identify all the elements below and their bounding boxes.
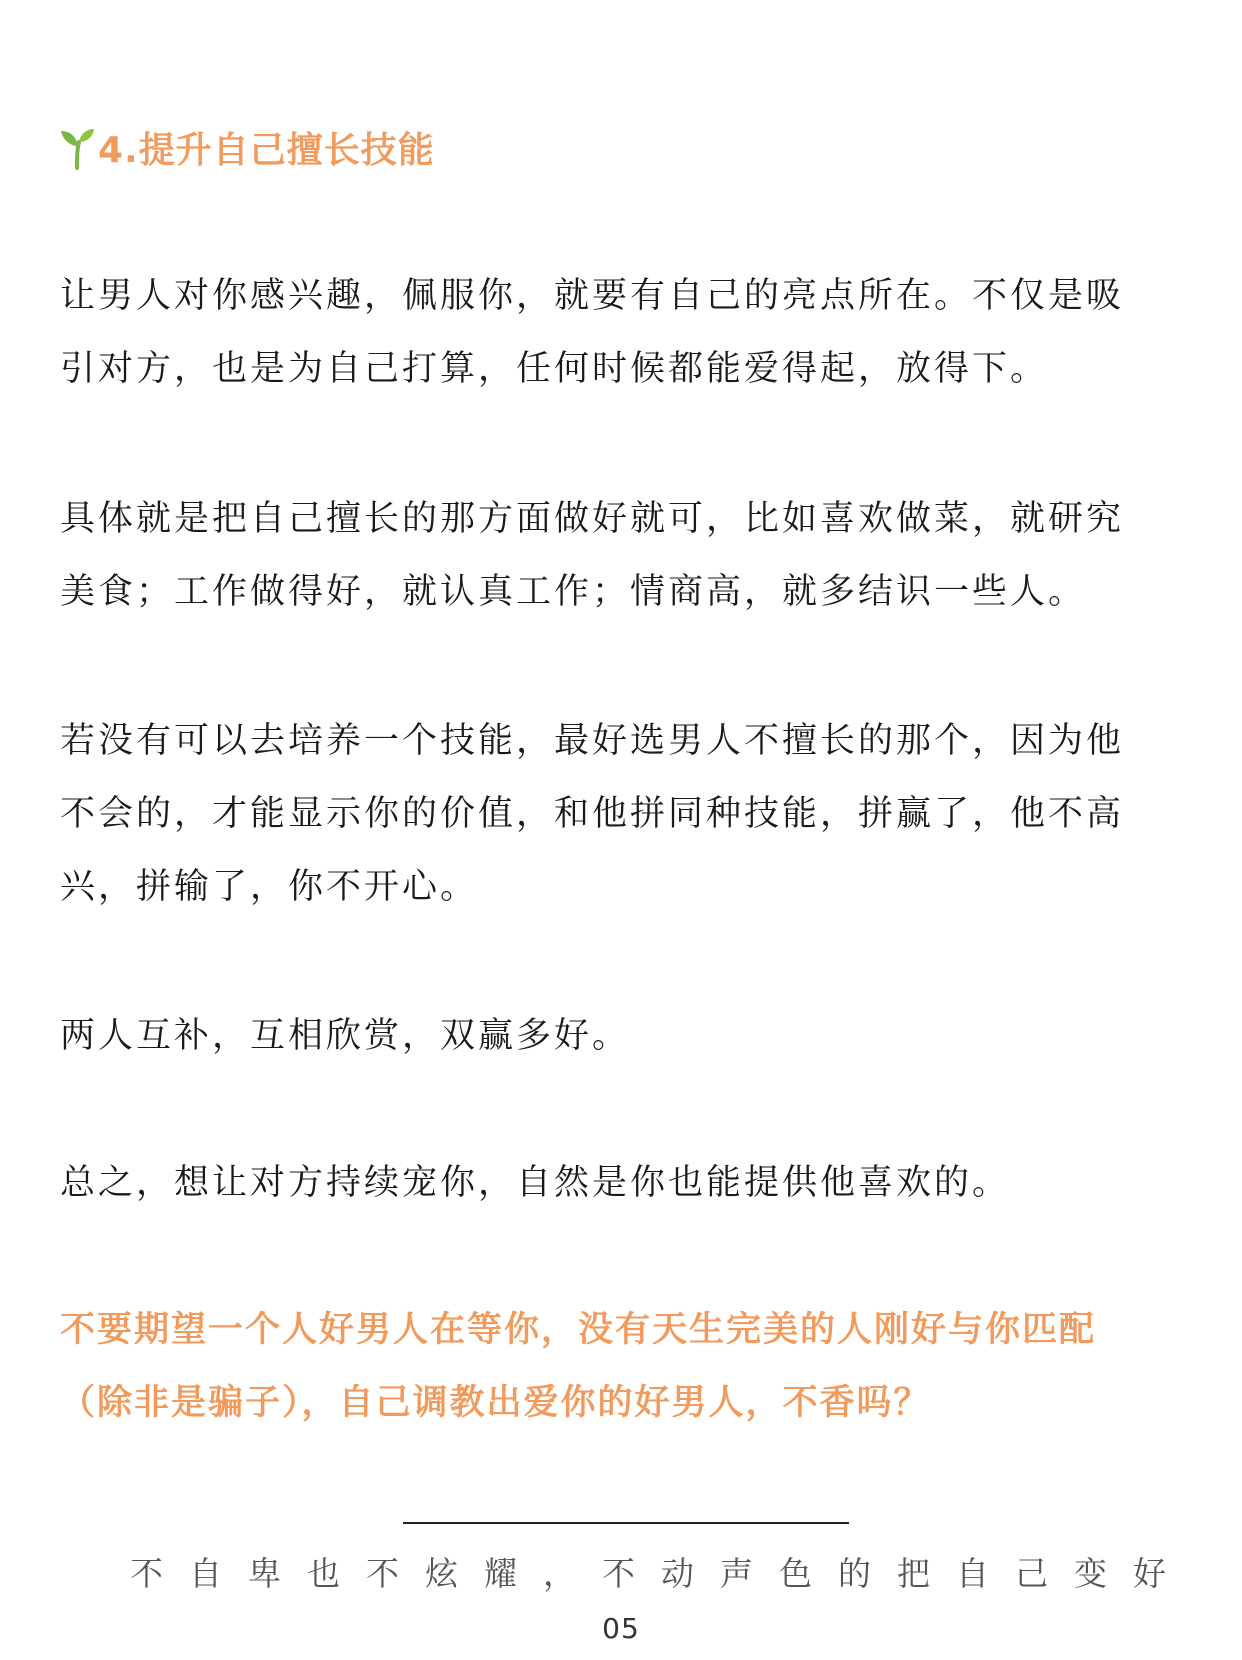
paragraph-line: 兴，拼输了，你不开心。 [60, 867, 479, 907]
paragraph-line: 两人互补，互相欣赏，双赢多好。 [60, 1016, 631, 1056]
paragraph-2 [60, 483, 1190, 629]
highlight-line: 不要期望一个人好男人在等你，没有天生完美的人刚好与你匹配 [60, 1310, 1097, 1350]
paragraph-3 [60, 705, 1190, 924]
highlight-line: （除非是骗子），自己调教出爱你的好男人，不香吗？ [60, 1383, 931, 1423]
footer-divider [403, 1522, 849, 1524]
paragraph-line: 美食；工作做得好，就认真工作；情商高，就多结识一些人。 [60, 572, 1087, 612]
section-heading-text: 4.提升自己擅长技能 [98, 130, 435, 171]
sprout-icon [58, 126, 96, 170]
paragraph-line: 不会的，才能显示你的价值，和他拼同种技能，拼赢了，他不高 [60, 794, 1125, 834]
paragraph-line: 让男人对你感兴趣，佩服你，就要有自己的亮点所在。不仅是吸 [60, 276, 1125, 316]
paragraph-line: 具体就是把自己擅长的那方面做好就可，比如喜欢做菜，就研究 [60, 499, 1125, 539]
paragraph-line: 引对方，也是为自己打算，任何时候都能爱得起，放得下。 [60, 349, 1049, 389]
highlight-paragraph [60, 1294, 1190, 1440]
paragraph-line: 总之，想让对方持续宠你，自然是你也能提供他喜欢的。 [60, 1163, 1011, 1203]
paragraph-line: 若没有可以去培养一个技能，最好选男人不擅长的那个，因为他 [60, 721, 1125, 761]
footer-motto: 不自卑也不炫耀，不动声色的把自己变好 [130, 1554, 1192, 1593]
page-number: 05 [602, 1612, 640, 1645]
paragraph-5 [60, 1147, 1190, 1220]
paragraph-1 [60, 260, 1190, 406]
paragraph-4 [60, 1000, 1190, 1073]
section-heading [58, 122, 435, 173]
